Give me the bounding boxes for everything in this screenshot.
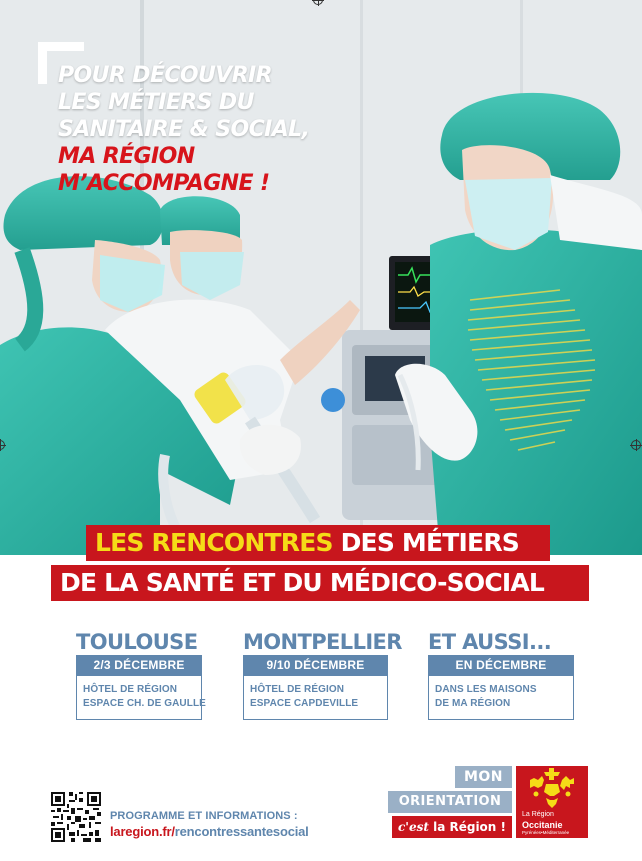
tag-cest: c'est [397, 820, 429, 834]
logo-line-2: Occitanie [522, 820, 563, 830]
city-et-aussi [428, 630, 574, 720]
city-venue-line-2: ESPACE CAPDEVILLE [250, 698, 359, 709]
headline-line-2: LES MÉTIERS DU [58, 90, 254, 115]
headline-line-3: SANITAIRE & SOCIAL, [58, 117, 310, 142]
city-venue-line-1: HÔTEL DE RÉGION [250, 684, 345, 695]
event-title-rest: DES MÉTIERS [332, 528, 519, 557]
city-date: 9/10 DÉCEMBRE [243, 655, 388, 676]
occitan-cross-icon [516, 766, 588, 810]
tag-cest-la-region [392, 816, 512, 838]
event-title-line-2: DE LA SANTÉ ET DU MÉDICO-SOCIAL [51, 565, 589, 601]
city-venue-line-2: ESPACE CH. DE GAULLE [83, 698, 206, 709]
logo-text [522, 810, 569, 836]
city-venue [428, 676, 574, 720]
city-montpellier [243, 630, 402, 720]
tag-la-region: la Région ! [428, 820, 506, 834]
headline-line-5: M’ACCOMPAGNE ! [58, 171, 270, 196]
url-domain: laregion.fr/ [110, 824, 175, 839]
city-name: MONTPELLIER [243, 630, 402, 654]
logo-line-1: La Région [522, 811, 554, 818]
city-date: EN DÉCEMBRE [428, 655, 574, 676]
logo-line-3: Pyrénées•Méditerranée [522, 830, 570, 835]
event-title-highlight: LES RENCONTRES [95, 528, 333, 557]
registration-mark-right [631, 440, 641, 450]
qr-code-icon[interactable] [51, 792, 101, 842]
city-date: 2/3 DÉCEMBRE [76, 655, 202, 676]
url-path: rencontressantesocial [174, 824, 309, 839]
city-venue-line-2: DE MA RÉGION [435, 698, 511, 709]
tag-orientation: ORIENTATION [388, 791, 512, 813]
program-info-label: PROGRAMME ET INFORMATIONS : [110, 810, 298, 822]
program-info [110, 810, 309, 839]
city-venue-line-1: HÔTEL DE RÉGION [83, 684, 178, 695]
tag-mon: MON [455, 766, 512, 788]
city-venue [76, 676, 206, 720]
region-occitanie-logo [516, 766, 588, 838]
headline [58, 62, 358, 197]
city-name: TOULOUSE [76, 630, 198, 654]
program-url-link[interactable] [110, 824, 309, 839]
city-venue-line-1: DANS LES MAISONS [435, 684, 537, 695]
city-venue [243, 676, 388, 720]
event-title-line-1 [86, 525, 550, 561]
city-name: ET AUSSI... [428, 630, 552, 654]
headline-line-1: POUR DÉCOUVRIR [58, 63, 272, 88]
headline-line-4: MA RÉGION [58, 144, 195, 169]
city-toulouse [76, 630, 206, 720]
